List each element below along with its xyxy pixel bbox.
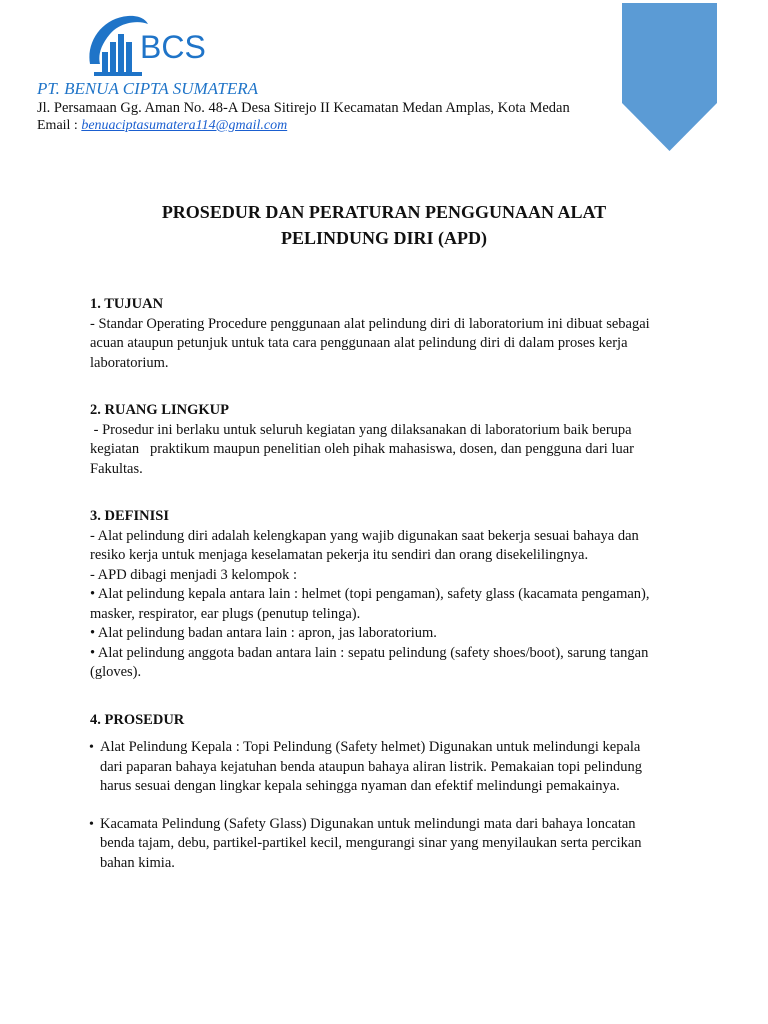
title-line-1: PROSEDUR DAN PERATURAN PENGGUNAAN ALAT [161,202,607,222]
document-body [90,295,690,901]
paragraph-line: Fakultas. [90,460,143,477]
section-definisi [90,507,690,683]
ribbon-bookmark-shape [622,3,717,151]
paragraph-line: • Alat pelindung kepala antara lain : helmet (topi pengaman), safety glass (kacamata pengaman), [90,586,650,602]
list-item [90,738,690,797]
bcs-logo-icon [84,12,214,82]
ribbon-icon [622,3,717,151]
list-item-line: dari paparan bahaya kejatuhan benda ataupun bahaya aliran listrik. Pemakaian topi pelindung [100,758,642,775]
list-item-line: harus sesuai dengan lingkar kepala sehingga nyaman dan efektif melindungi pemakainya. [100,778,620,794]
company-name: PT. BENUA CIPTA SUMATERA [37,79,258,98]
company-address: Jl. Persamaan Gg. Aman No. 48-A Desa Sitirejo II Kecamatan Medan Amplas, Kota Medan [37,100,570,116]
list-item-line: bahan kimia. [100,854,175,871]
email-line [37,118,287,134]
list-item-line: Alat Pelindung Kepala : Topi Pelindung (Safety helmet) Digunakan untuk melindungi kepala [100,739,641,755]
section-ruang-lingkup [90,401,690,479]
paragraph-line: • Alat pelindung badan antara lain : apron, jas laboratorium. [90,625,437,641]
company-logo [84,12,214,82]
document-title [0,199,768,251]
email-link[interactable]: benuaciptasumatera114@gmail.com [81,118,288,133]
letterhead [0,0,768,160]
list-item-line: Kacamata Pelindung (Safety Glass) Digunakan untuk melindungi mata dari bahaya loncatan [100,815,636,832]
paragraph-line: masker, respirator, ear plugs (penutup telinga). [90,605,361,622]
paragraph-line: laboratorium. [90,354,169,371]
prosedur-list [90,738,690,873]
paragraph-line: resiko kerja untuk menjaga keselamatan pekerja itu sendiri dan orang disekelilingnya. [90,547,589,563]
section-heading: 2. RUANG LINGKUP [90,402,229,418]
paragraph-line: - Alat pelindung diri adalah kelengkapan yang wajib digunakan saat bekerja sesuai bahaya dan [90,527,639,544]
bullet-icon: • [89,816,94,832]
paragraph-line: kegiatan praktikum maupun penelitian oleh pihak mahasiswa, dosen, dan pengguna dari luar [90,441,634,457]
logo-text: BCS [140,29,206,65]
email-label: Email : [37,118,82,133]
section-heading: 3. DEFINISI [90,508,169,524]
section-heading: 4. PROSEDUR [90,711,185,728]
paragraph-line: - Prosedur ini berlaku untuk seluruh kegiatan yang dilaksanakan di laboratorium baik berupa [90,421,632,438]
paragraph-line: - Standar Operating Procedure penggunaan alat pelindung diri di laboratorium ini dibuat sebagai [90,315,650,332]
list-item [90,815,690,874]
paragraph-line: • Alat pelindung anggota badan antara lain : sepatu pelindung (safety shoes/boot), sarung tangan [90,644,649,661]
bullet-icon: • [89,740,94,755]
section-tujuan [90,295,690,373]
paragraph-line: acuan ataupun petunjuk untuk tata cara penggunaan alat pelindung diri di dalam proses kerja [90,335,628,351]
list-item-line: benda tajam, debu, partikel-partikel kecil, mengurangi sinar yang menyilaukan serta percikan [100,835,642,851]
section-prosedur [90,711,690,874]
title-line-2: PELINDUNG DIRI (APD) [281,228,487,248]
section-heading: 1. TUJUAN [90,296,164,312]
paragraph-line: (gloves). [90,664,142,680]
paragraph-line: - APD dibagi menjadi 3 kelompok : [90,566,298,583]
